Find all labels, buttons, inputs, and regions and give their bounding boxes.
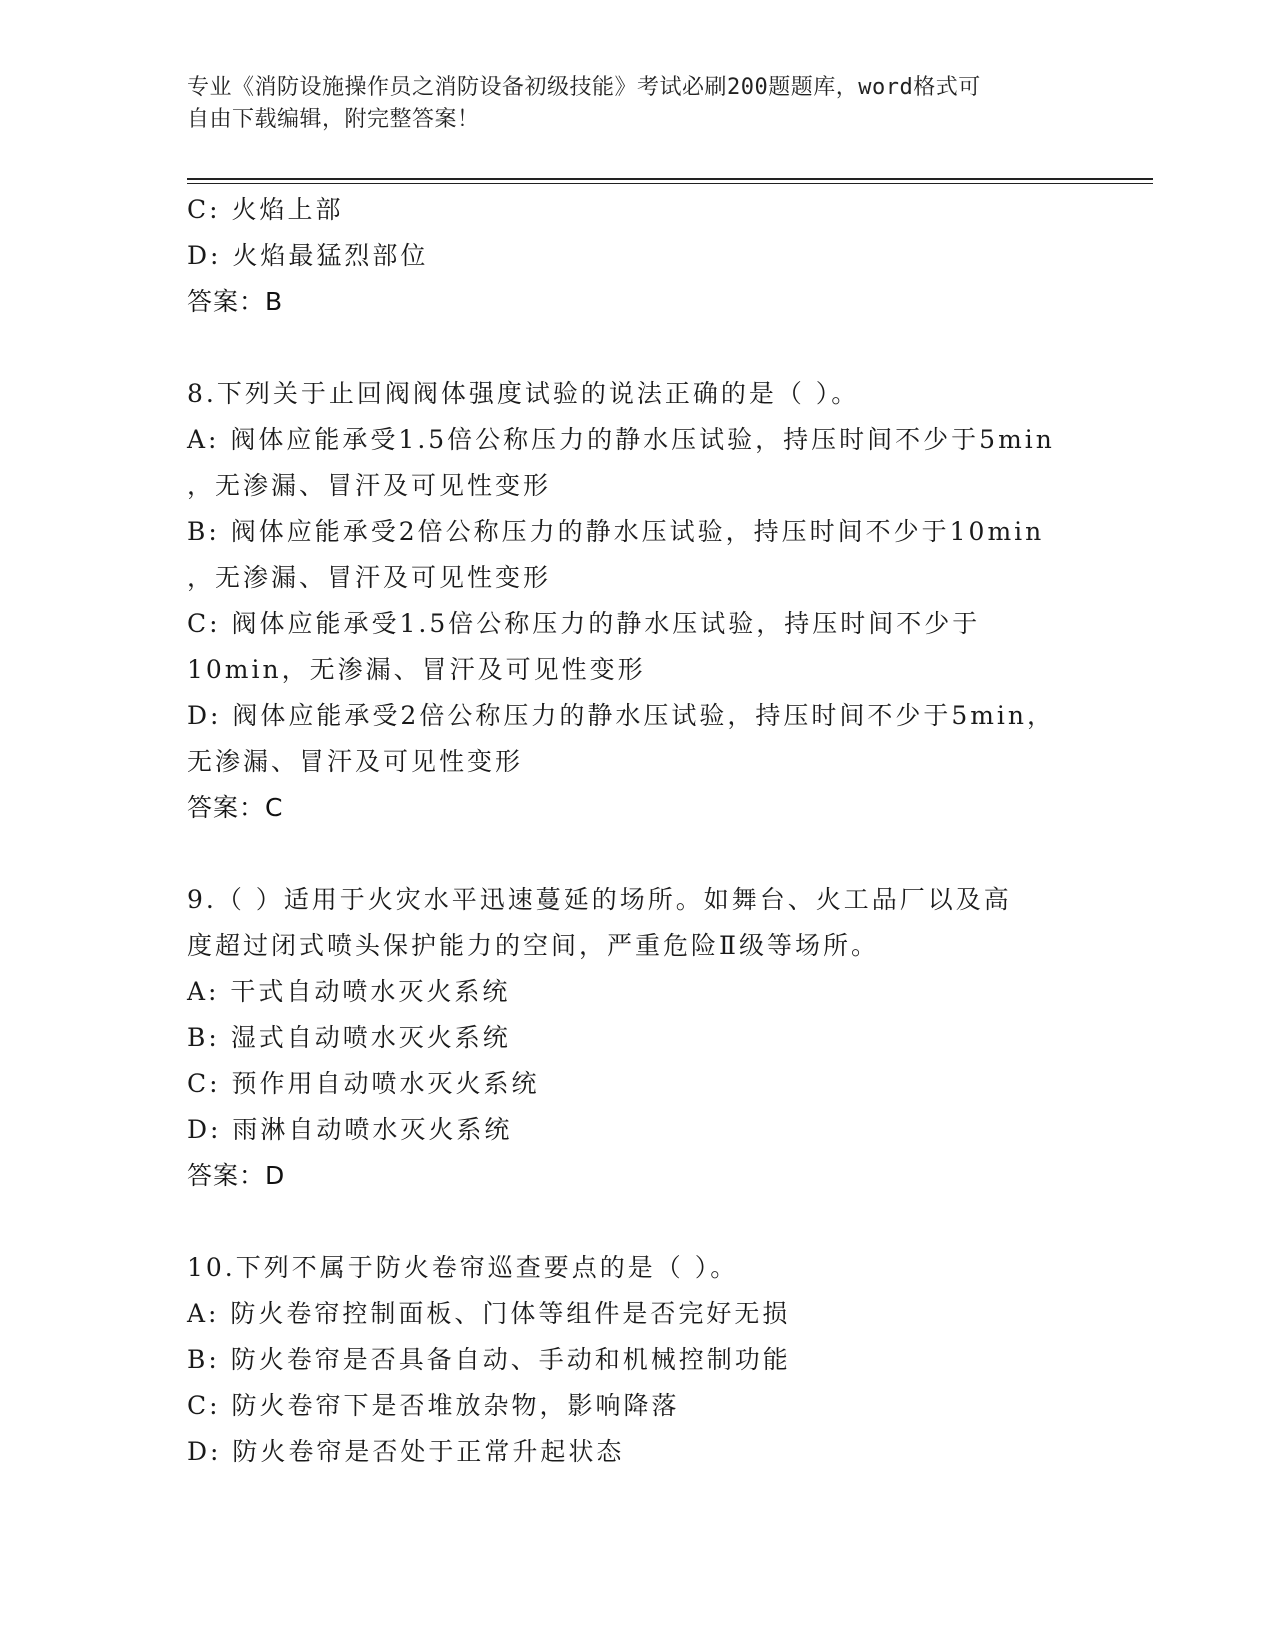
option-d: D: 防火卷帘是否处于正常升起状态 bbox=[187, 1437, 625, 1466]
spacer bbox=[187, 831, 1087, 877]
header-line-1: 专业《消防设施操作员之消防设备初级技能》考试必刷200题题库，word格式可 bbox=[187, 75, 981, 100]
option-b: B: 阀体应能承受2倍公称压力的静水压试验，持压时间不少于10min bbox=[187, 517, 1045, 546]
question-content bbox=[187, 187, 1087, 1475]
option-c: C: 预作用自动喷水灭火系统 bbox=[187, 1069, 540, 1098]
spacer bbox=[187, 325, 1087, 371]
question-stem-continued: 度超过闭式喷头保护能力的空间，严重危险Ⅱ级等场所。 bbox=[187, 931, 879, 960]
question-stem: 9.（ ）适用于火灾水平迅速蔓延的场所。如舞台、火工品厂以及高 bbox=[187, 885, 1012, 914]
option-d: D: 阀体应能承受2倍公称压力的静水压试验，持压时间不少于5min， bbox=[187, 701, 1056, 730]
question-8 bbox=[187, 371, 1087, 831]
option-a: A: 干式自动喷水灭火系统 bbox=[187, 977, 511, 1006]
header-rule-thin bbox=[187, 183, 1153, 184]
option-c: C: 火焰上部 bbox=[187, 195, 344, 224]
spacer bbox=[187, 1199, 1087, 1245]
question-stem: 10.下列不属于防火卷帘巡查要点的是（ ）。 bbox=[187, 1253, 739, 1282]
answer-label: 答案：B bbox=[187, 287, 284, 316]
option-d-continued: 无渗漏、冒汗及可见性变形 bbox=[187, 747, 524, 776]
option-c-continued: 10min，无渗漏、冒汗及可见性变形 bbox=[187, 655, 646, 684]
question-10 bbox=[187, 1245, 1087, 1475]
option-b: B: 防火卷帘是否具备自动、手动和机械控制功能 bbox=[187, 1345, 791, 1374]
option-a: A: 阀体应能承受1.5倍公称压力的静水压试验，持压时间不少于5min bbox=[187, 425, 1055, 454]
answer-label: 答案：D bbox=[187, 1161, 286, 1190]
option-d: D: 火焰最猛烈部位 bbox=[187, 241, 429, 270]
header-line-2: 自由下载编辑，附完整答案！ bbox=[187, 107, 480, 132]
header-rule-thick bbox=[187, 178, 1153, 180]
option-b: B: 湿式自动喷水灭火系统 bbox=[187, 1023, 511, 1052]
answer-label: 答案：C bbox=[187, 793, 284, 822]
option-b-continued: ，无渗漏、冒汗及可见性变形 bbox=[187, 563, 552, 592]
question-9 bbox=[187, 877, 1087, 1199]
page-header bbox=[187, 72, 1067, 136]
option-c: C: 防火卷帘下是否堆放杂物，影响降落 bbox=[187, 1391, 680, 1420]
option-a: A: 防火卷帘控制面板、门体等组件是否完好无损 bbox=[187, 1299, 791, 1328]
option-d: D: 雨淋自动喷水灭火系统 bbox=[187, 1115, 513, 1144]
question-7-tail bbox=[187, 187, 1087, 325]
option-a-continued: ，无渗漏、冒汗及可见性变形 bbox=[187, 471, 552, 500]
option-c: C: 阀体应能承受1.5倍公称压力的静水压试验，持压时间不少于 bbox=[187, 609, 981, 638]
question-stem: 8.下列关于止回阀阀体强度试验的说法正确的是（ ）。 bbox=[187, 379, 860, 408]
